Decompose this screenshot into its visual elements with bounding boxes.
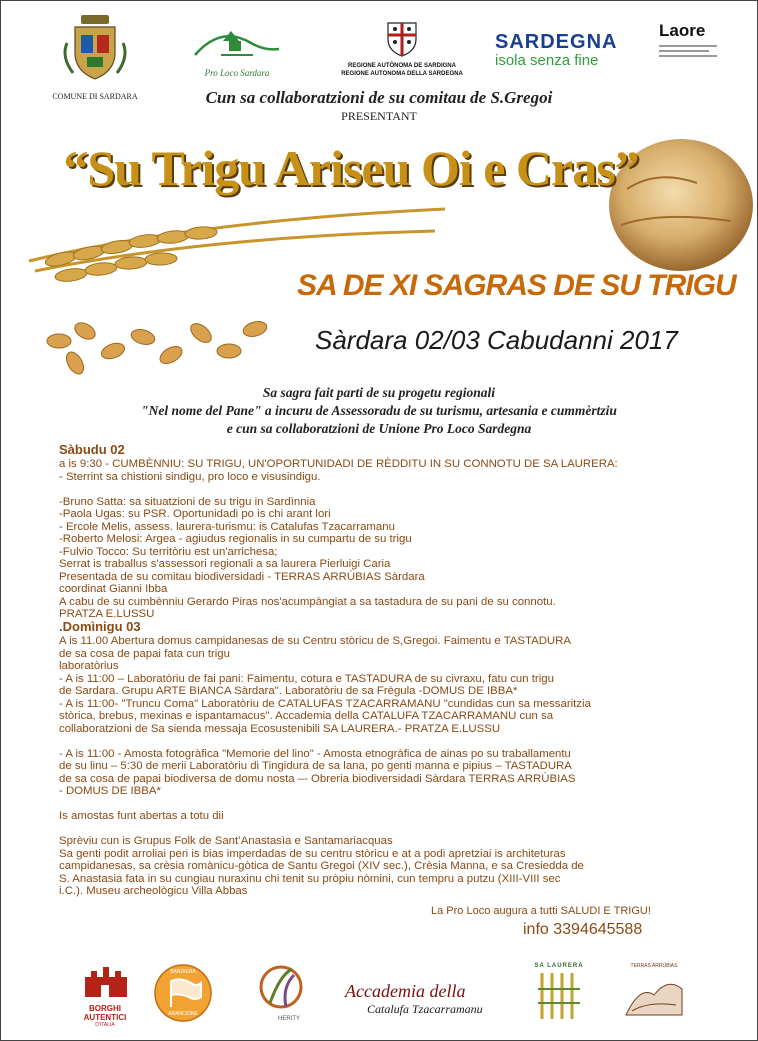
herity-logo: [251, 963, 311, 1023]
accademia-logo: [345, 981, 495, 1021]
presentant-label: PRESENTANT: [341, 109, 417, 123]
hills-icon: [624, 969, 684, 1021]
bandiera-text-2: ARANCIONE: [168, 1011, 198, 1017]
wheat-rows-icon: [534, 969, 584, 1023]
accademia-text-2: Catalufa Tzacarramanu: [367, 1002, 483, 1016]
borghi-text-1: BORGHI: [89, 1004, 121, 1013]
herity-figure-icon: [256, 963, 306, 1011]
borghi-text-2: AUTENTICI: [83, 1013, 127, 1022]
castle-icon: [75, 959, 135, 999]
regione-caption-2: REGIONE AUTONOMA DELLA SARDEGNA: [341, 71, 463, 77]
proloco-caption: Pro Loco Sardara: [204, 68, 270, 78]
salaurera-text: SA LAURERA: [534, 963, 584, 969]
intro-line: Cun sa collaboratzioni de su comitau de S.Gregoi: [205, 88, 553, 107]
info-phone: info 3394645588: [523, 921, 643, 938]
saturday-heading: Sàbudu 02: [59, 442, 125, 457]
comune-logo: [45, 13, 145, 99]
coat-of-arms-icon: [45, 13, 145, 83]
regione-logo: [329, 21, 475, 83]
laore-title: Laore: [659, 21, 706, 40]
sardegna-title: SARDEGNA: [495, 31, 618, 53]
bandiera-arancione-logo: [153, 963, 213, 1023]
terras-arrubias-logo: [623, 963, 685, 1027]
comune-caption: COMUNE DI SARDARA: [52, 92, 138, 101]
description-line-1: Sa sagra fait parti de su progetu regionali: [262, 385, 496, 400]
proloco-logo: [191, 21, 283, 81]
accademia-text-1: Accademia della: [345, 981, 466, 1001]
closing-greeting: La Pro Loco augura a tutti SALUDI E TRIGU!: [431, 905, 651, 917]
borghi-text-3: D'ITALIA: [95, 1022, 115, 1028]
proloco-mark-icon: [191, 21, 283, 61]
event-subtitle: SA DE XI SAGRAS DE SU TRIGU: [297, 269, 736, 302]
event-title: “Su Trigu Ariseu Oi e Cras”: [63, 140, 639, 196]
sardegna-logo: [495, 31, 625, 73]
event-date-place: Sàrdara 02/03 Cabudanni 2017: [315, 325, 678, 355]
description-line-2: "Nel nome del Pane" a incuru de Assessoradu de su turismu, artesania e cummèrtziu: [141, 403, 617, 418]
sa-laurera-logo: [533, 963, 585, 1029]
saturday-program: a is 9:30 - CUMBÈNNIU: SU TRIGU, UN'OPORTUNIDADI DE RÈDDITU IN SU CONNOTU DE SA LAURERA: - Sterrint sa chistioni sindigu, pro loco e visusindigu. -Bruno Satta: sa situatzioni de su trigu in Sardìnnia -Paola Ugas: su PSR. Oportunidadi po is chi arant lori - Ercole Melis, assess. laurera-turismu: is Catalufas Tzacarramanu -Roberto Melosi: Argea - agiudus regionalis in su cumpartu de su trigu -Fulvio Tocco: Su territòriu est un'arrichesa; Serrat is traballus s'assessori regionali a sa laurera Pierluigi Caria Presentada de su comitau biodiversidadi - TERRAS ARRÙBIAS Sàrdara coordinat Gianni Ibba A cabu de su cumbènniu Gerardo Piras nos'acumpàngiat a sa tastadura de su pani de su connotu. PRATZA E.LUSSU: [59, 458, 618, 620]
sardegna-tagline: isola senza fine: [495, 52, 599, 69]
borghi-autentici-logo: [75, 959, 135, 1031]
sunday-program: A is 11.00 Abertura domus campidanesas de su Centru stòricu de S,Gregoi. Faimentu e TASTADURA de sa cosa de papai fata cun trigu laboratòrius - A is 11:00 – Laboratòriu de fai pani: Faimentu, cotura e TASTADURA de su civraxu, fatu cun trigu de Sardara. Grupu ARTE BIANCA Sàrdara". Laboratòriu de sa Frègula -DOMUS DE IBBA* - A is 11:00- "Truncu Coma" Laboratòriu de CATALUFAS TZACARRAMANU "cundidas cun sa messaritzia stòrica, brebus, mexinas e ispantamacus". Accademia della CATALUFA TZACARRAMANU cun sa collaboratzioni de Sa sienda messaja Ecosustenibili SA LAURERA.- PRATZA E.LUSSU - A is 11:00 - Amosta fotogràfica "Memorie del lino" - Amosta etnogràfica de ainas po su traballamentu de su linu – 5:30 de merii Laboratòriu di Tingidura de sa lana, po genti manna e pipius – TASTADURA de sa cosa de papai biodiversa de domu nosta –- Obreria biodiversidadi Sàrdara TERRAS ARRÙBIAS - DOMUS DE IBBA* Is amostas funt abertas a totu dii Sprèviu cun is Grupus Folk de Sant’Anastasìa e Santamariacquas Sa genti podit arroliai peri is bias imperdadas de su centru stòricu e at a podi apretziai is architeturas campidanesas, sa crèsia romànicu-gòtica de Santu Gregoi (XIV sec.), Crèsia Manna, e sa Cresiedda de S. Anastasia fata in su cungiau nuraxinu chi tenit su pròpiu nòmini, cun tempru a putzu (XIII-VIII sec i.C.). Museu archeològicu Villa Abbas: [59, 635, 591, 897]
herity-text: HERITY: [277, 1016, 300, 1022]
laore-logo: [659, 21, 739, 81]
terras-text: TERRAS ARRÙBIAS: [630, 963, 678, 969]
bandiera-text-1: BANDIERA: [170, 969, 196, 975]
regione-caption-1: REGIONE AUTÒNOMA DE SARDIGNA: [348, 63, 456, 69]
laore-fineprint: [659, 45, 739, 57]
regione-shield-icon: [329, 21, 475, 57]
description-line-3: e cun sa collaboratzioni de Unione Pro Loco Sardegna: [226, 421, 532, 436]
sunday-heading: .Domìnigu 03: [59, 619, 141, 634]
